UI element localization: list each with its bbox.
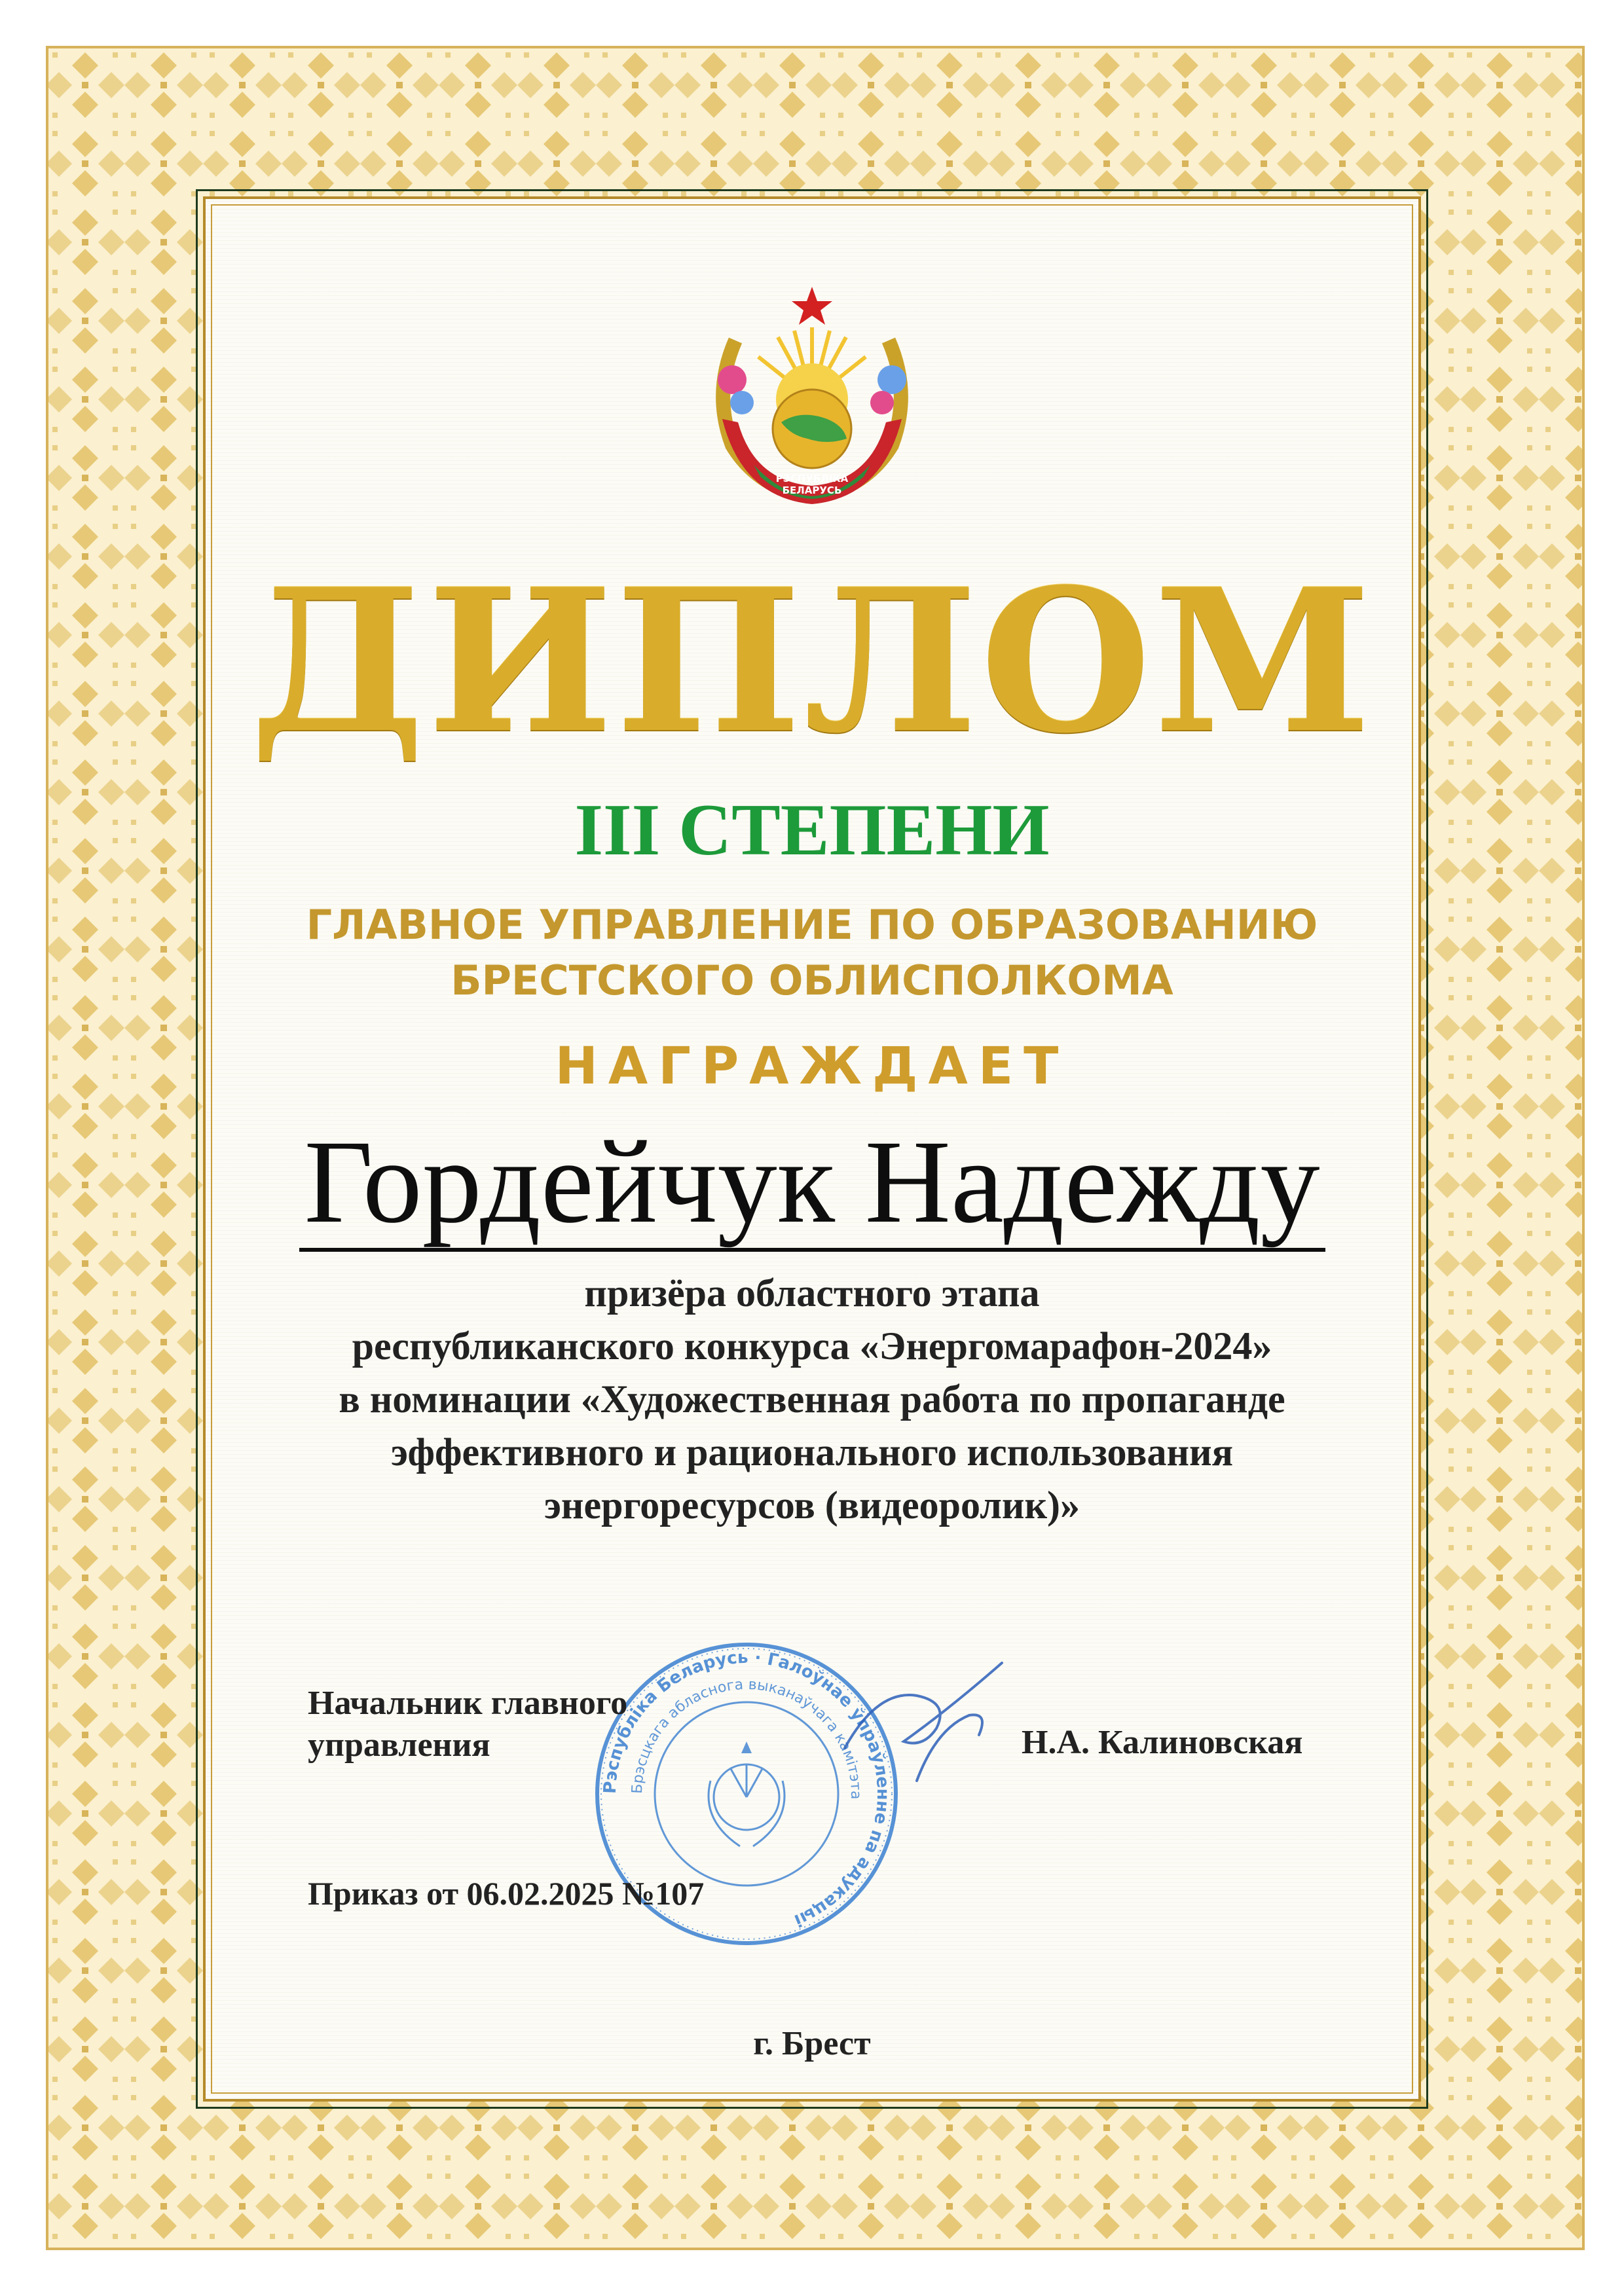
svg-text:БЕЛАРУСЬ: БЕЛАРУСЬ — [782, 484, 842, 496]
stamp-inner-text: Брэсцкага абласнога выканаўчага камітэта — [629, 1676, 864, 1800]
order-reference: Приказ от 06.02.2025 №107 — [308, 1875, 705, 1912]
recipient-name — [0, 1116, 1624, 1248]
award-description — [0, 1267, 1624, 1532]
description-line: эффективного и рационального использования — [390, 1430, 1234, 1474]
emblem-inscription-line1 — [812, 458, 813, 459]
diploma-degree: III СТЕПЕНИ — [574, 790, 1050, 871]
recipient-name-text: Гордейчук Надежду — [299, 1116, 1325, 1252]
diploma-title: ДИПЛОМ — [249, 545, 1375, 776]
svg-text:РЭСПУБЛІКА: РЭСПУБЛІКА — [775, 473, 849, 484]
handwritten-signature — [838, 1650, 1008, 1794]
signatory-name: Н.А. Калиновская — [1022, 1724, 1303, 1761]
description-line: республиканского конкурса «Энергомарафон-2024» — [352, 1324, 1272, 1368]
awarding-organization — [0, 897, 1624, 1008]
description-line: в номинации «Художественная работа по пропаганде — [339, 1377, 1285, 1421]
emblem-inscription — [812, 458, 813, 459]
description-line: призёра областного этапа — [584, 1271, 1040, 1315]
signatory-role — [308, 1683, 627, 1766]
state-emblem-icon — [696, 282, 928, 517]
signatory-role-line2: управления — [308, 1726, 490, 1764]
organization-line2: БРЕСТСКОГО ОБЛИСПОЛКОМА — [451, 957, 1173, 1004]
description-line: энергоресурсов (видеоролик)» — [544, 1484, 1080, 1527]
stamp-outer-text: Рэспубліка Беларусь · Галоўнае ўпраўленне па адукацыі — [600, 1647, 893, 1931]
organization-line1: ГЛАВНОЕ УПРАВЛЕНИЕ ПО ОБРАЗОВАНИЮ — [306, 901, 1318, 949]
signatory-role-line1: Начальник главного — [308, 1685, 628, 1722]
issue-city: г. Брест — [753, 2025, 871, 2062]
awards-verb: НАГРАЖДАЕТ — [555, 1037, 1069, 1096]
